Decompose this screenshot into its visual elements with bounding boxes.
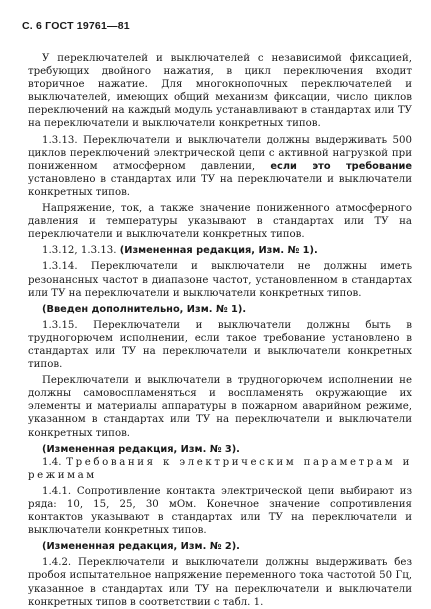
- paragraph-amendment-2: (Измененная редакция, Изм. № 2).: [42, 541, 240, 553]
- paragraph-voltage-current: Напряжение, ток, а также значение пониженного атмосферного давления и температуры указывают в стандартах или ТУ на переключатели и выключатели конкретных типов.: [28, 203, 412, 241]
- amendment-ref: 1.3.12, 1.3.13.: [42, 245, 117, 257]
- document-body: [28, 52, 412, 609]
- paragraph-1-3-13-bold: если это требование: [270, 160, 412, 172]
- amendment-note: (Измененная редакция, Изм. № 1).: [119, 245, 318, 257]
- paragraph-1-3-13-tail: установлено в стандартах или ТУ на переключатели и выключатели конкретных типов.: [28, 173, 412, 198]
- paragraph-1-3-13: [28, 134, 412, 199]
- paragraph-amendment-3: (Измененная редакция, Изм. № 3).: [42, 443, 240, 455]
- section-number: 1.4.: [42, 456, 62, 468]
- paragraph-introduced-note: (Введен дополнительно, Изм. № 1).: [42, 303, 247, 315]
- paragraph-1-4-2: 1.4.2. Переключатели и выключатели должны выдерживать без пробоя испытательное напряжение переменного тока частотой 50 Гц, указанное в стандартах или ТУ на переключатели и выключатели конкретных типов в соответствии с табл. 1.: [28, 557, 412, 608]
- page-header: С. 6 ГОСТ 19761—81: [22, 20, 130, 32]
- paragraph-1-3-13-text: 1.3.13. Переключатели и выключатели должны выдерживать 500 циклов переключений электрической цепи с активной нагрузкой при пониженном атмосферном давлении,: [28, 134, 412, 172]
- paragraph-amendment-1: [28, 244, 412, 257]
- section-title: Требования к электрическим параметрам и режимам: [28, 456, 413, 481]
- paragraph-flame-retardant: Переключатели и выключатели в трудногорючем исполнении не должны самовоспламеняться и воспламенять окружающие их элементы и материалы аппаратуры в пожарном аварийном режиме, указанном в стандартах или ТУ на переключатели и выключатели конкретных типов.: [28, 375, 412, 439]
- paragraph-1-4-1: 1.4.1. Сопротивление контакта электрической цепи выбирают из ряда: 10, 15, 25, 30 мОм. Конечное значение сопротивления контактов указывают в стандартах или ТУ на переключатели и выключатели конкретных типов.: [28, 485, 412, 537]
- section-1-4-heading: [28, 456, 412, 482]
- paragraph-1-3-14: 1.3.14. Переключатели и выключатели не должны иметь резонансных частот в диапазоне частот, установленном в стандартах или ТУ на переключатели и выключатели конкретных типов.: [28, 261, 412, 299]
- paragraph-fixation-cycles: У переключателей и выключателей с независимой фиксацией, требующих двойного нажатия, в цикл переключения входит вторичное нажатие. Для многокнопочных переключателей и выключателей, имеющих общий механизм фиксации, число циклов переключений на каждый модуль устанавливают в стандартах или ТУ на переключатели и выключатели конкретных типов.: [28, 53, 412, 130]
- paragraph-1-3-15: 1.3.15. Переключатели и выключатели должны быть в трудногорючем исполнении, если такое требование установлено в стандартах или ТУ на переключатели и выключатели конкретных типов.: [28, 319, 412, 371]
